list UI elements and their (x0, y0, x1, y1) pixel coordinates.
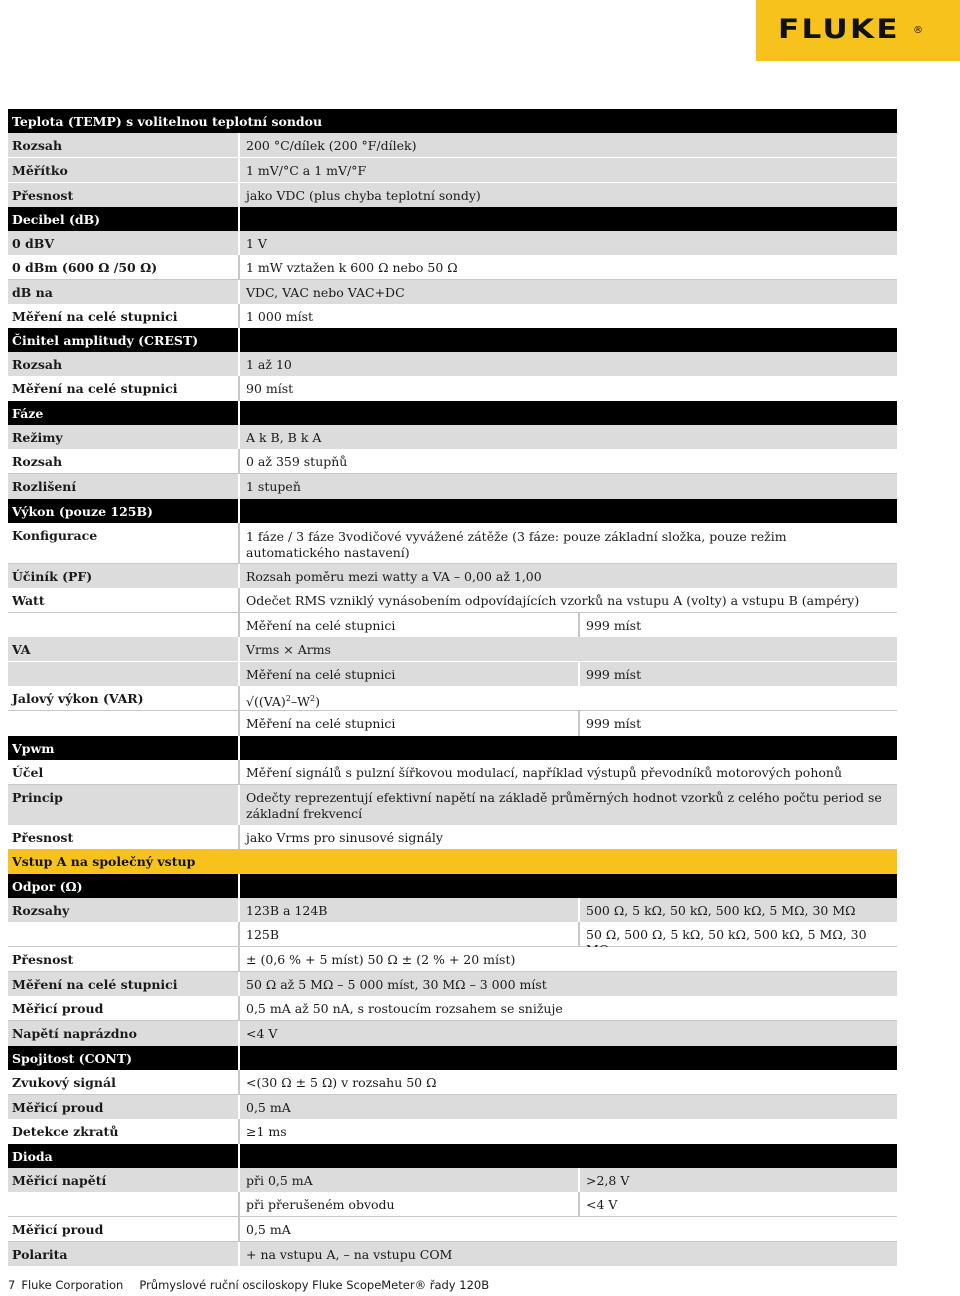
spec-value: Měření na celé stupnici (240, 613, 580, 637)
spec-value: 1 fáze / 3 fáze 3vodičové vyvážené zátěže (3 fáze: pouze základní složka, pouze režim automatického nastavení) (246, 529, 787, 560)
spec-label: Měřítko (8, 158, 240, 182)
spec-label: Zvukový signál (8, 1070, 240, 1094)
footer-doc-title: Průmyslové ruční osciloskopy Fluke ScopeMeter® řady 120B (139, 1278, 490, 1292)
spec-value: <4 V (246, 1026, 278, 1041)
spec-label: Jalový výkon (VAR) (8, 686, 240, 710)
spec-label: Účiník (PF) (8, 564, 240, 588)
section-title: Vpwm (8, 736, 240, 760)
logo-registered-mark: ® (913, 25, 923, 36)
spec-label: Přesnost (8, 183, 240, 207)
spec-value: při 0,5 mA (240, 1168, 580, 1192)
spec-row (8, 280, 897, 304)
spec-row (8, 760, 897, 785)
spec-row (8, 613, 897, 637)
spec-value: A k B, B k A (246, 430, 322, 445)
spec-row (8, 1095, 897, 1119)
spec-row (8, 1242, 897, 1266)
spec-label: Přesnost (8, 825, 240, 849)
spec-row (8, 972, 897, 996)
spec-row (8, 588, 897, 613)
spec-label: Detekce zkratů (8, 1119, 240, 1144)
spec-label: Měřicí napětí (8, 1168, 240, 1192)
spec-value: 1 V (246, 236, 267, 251)
footer-company: Fluke Corporation (21, 1278, 124, 1292)
formula-superscript: 2 (310, 694, 316, 703)
spec-value: 50 Ω až 5 MΩ – 5 000 míst, 30 MΩ – 3 000 míst (246, 977, 547, 992)
spec-value: 999 míst (586, 716, 642, 731)
section-header-ohm (8, 874, 897, 898)
spec-value: 123B a 124B (240, 898, 580, 922)
spec-value: 500 Ω, 5 kΩ, 50 kΩ, 500 kΩ, 5 MΩ, 30 MΩ (586, 903, 856, 918)
spec-label-empty (8, 613, 240, 637)
spec-label: Účel (8, 760, 240, 784)
formula-part: √((VA) (246, 694, 286, 710)
spec-row (8, 182, 897, 207)
spec-row (8, 523, 897, 564)
spec-row (8, 1070, 897, 1095)
spec-value: Odečty reprezentují efektivní napětí na základě průměrných hodnot vzorků z celého počtu period se základní frekvencí (246, 790, 882, 821)
spec-value: 200 °C/dílek (200 °F/dílek) (246, 138, 417, 153)
section-header-power (8, 499, 897, 523)
spec-value: 999 míst (586, 618, 642, 633)
spec-row (8, 133, 897, 157)
spec-row (8, 825, 897, 849)
section-header-input-a (8, 849, 897, 874)
section-title: Dioda (8, 1144, 240, 1168)
spec-value: 1 mW vztažen k 600 Ω nebo 50 Ω (246, 260, 458, 275)
spec-row (8, 922, 897, 947)
section-title: Výkon (pouze 125B) (8, 499, 240, 523)
spec-value: 90 míst (246, 381, 294, 396)
section-title: Spojitost (CONT) (8, 1046, 240, 1070)
spec-label-empty (8, 1192, 240, 1216)
spec-value: 1 až 10 (246, 357, 292, 372)
spec-row (8, 1217, 897, 1242)
spec-row (8, 449, 897, 474)
section-header-db (8, 207, 897, 231)
spec-row (8, 1192, 897, 1217)
section-header-temp (8, 109, 897, 133)
section-title: Činitel amplitudy (CREST) (8, 328, 240, 352)
spec-value: ± (0,6 % + 5 míst) 50 Ω ± (2 % + 20 míst) (246, 952, 516, 967)
spec-value: Rozsah poměru mezi watty a VA – 0,00 až 1,00 (246, 569, 542, 584)
spec-value: 999 míst (586, 667, 642, 682)
spec-label: Rozsahy (8, 898, 240, 922)
spec-row (8, 661, 897, 686)
spec-row (8, 1119, 897, 1144)
spec-value-formula (240, 686, 897, 710)
spec-value: 0,5 mA (246, 1100, 291, 1115)
spec-value: VDC, VAC nebo VAC+DC (246, 285, 405, 300)
spec-row (8, 898, 897, 922)
spec-row (8, 711, 897, 736)
spec-value: 0,5 mA (246, 1222, 291, 1237)
spec-row (8, 352, 897, 376)
spec-label: Napětí naprázdno (8, 1021, 240, 1046)
section-header-phase (8, 401, 897, 425)
spec-value: <(30 Ω ± 5 Ω) v rozsahu 50 Ω (246, 1075, 437, 1090)
spec-label-empty (8, 662, 240, 686)
spec-value: >2,8 V (586, 1173, 630, 1188)
spec-value: 0 až 359 stupňů (246, 454, 348, 469)
section-title: Teplota (TEMP) s volitelnou teplotní sondou (12, 114, 323, 129)
spec-row (8, 637, 897, 661)
spec-row (8, 785, 897, 825)
logo-text: FLUKE (778, 14, 900, 45)
spec-value: Měření signálů s pulzní šířkovou modulací, například výstupů převodníků motorových pohonů (246, 765, 843, 780)
section-title: Vstup A na společný vstup (12, 854, 196, 869)
spec-label: Princip (8, 785, 240, 825)
spec-label: Měření na celé stupnici (8, 304, 240, 328)
spec-value: Odečet RMS vzniklý vynásobením odpovídajících vzorků na vstupu A (volty) a vstupu B (ampéry) (246, 593, 860, 608)
spec-label: Měřicí proud (8, 1095, 240, 1119)
spec-value: při přerušeném obvodu (240, 1192, 580, 1216)
spec-row (8, 1021, 897, 1046)
spec-label-empty (8, 922, 240, 946)
formula-superscript: 2 (285, 694, 291, 703)
section-title: Fáze (8, 401, 240, 425)
spec-value: 1 mV/°C a 1 mV/°F (246, 163, 367, 178)
spec-value: <4 V (586, 1197, 618, 1212)
spec-label-empty (8, 711, 240, 736)
spec-row (8, 564, 897, 588)
spec-label: Přesnost (8, 947, 240, 971)
section-title: Odpor (Ω) (8, 874, 240, 898)
spec-label: Polarita (8, 1242, 240, 1266)
fluke-logo (756, 0, 960, 61)
spec-value: jako Vrms pro sinusové signály (246, 830, 443, 845)
spec-row (8, 1168, 897, 1192)
spec-value: 125B (240, 922, 580, 946)
spec-row (8, 947, 897, 972)
page-number: 7 (8, 1278, 16, 1292)
spec-value: 1 000 míst (246, 309, 314, 324)
spec-label: Rozlišení (8, 474, 240, 499)
spec-value: Měření na celé stupnici (240, 662, 580, 686)
spec-row (8, 157, 897, 182)
spec-row (8, 304, 897, 328)
spec-label: Rozsah (8, 449, 240, 473)
spec-label: Měřicí proud (8, 996, 240, 1020)
spec-label: Rozsah (8, 352, 240, 376)
section-header-vpwm (8, 736, 897, 760)
spec-label: VA (8, 637, 240, 661)
spec-row (8, 686, 897, 711)
spec-row (8, 474, 897, 499)
spec-value: Měření na celé stupnici (240, 711, 580, 736)
section-title: Decibel (dB) (8, 207, 240, 231)
spec-value: 1 stupeň (246, 479, 301, 494)
spec-label: 0 dBV (8, 231, 240, 255)
spec-label: Režimy (8, 425, 240, 449)
section-header-cont (8, 1046, 897, 1070)
spec-label: Měřicí proud (8, 1217, 240, 1241)
spec-row (8, 231, 897, 255)
spec-value: jako VDC (plus chyba teplotní sondy) (246, 188, 481, 203)
spec-value: 50 Ω, 500 Ω, 5 kΩ, 50 kΩ, 500 kΩ, 5 MΩ, 30 (586, 927, 867, 942)
spec-value: 0,5 mA až 50 nA, s rostoucím rozsahem se snižuje (246, 1001, 563, 1016)
spec-label: Měření na celé stupnici (8, 376, 240, 401)
spec-label: Rozsah (8, 133, 240, 157)
spec-table (8, 109, 897, 1266)
spec-label: Měření na celé stupnici (8, 972, 240, 996)
formula-part: ) (315, 694, 320, 710)
section-header-crest (8, 328, 897, 352)
spec-row (8, 425, 897, 449)
section-header-diode (8, 1144, 897, 1168)
spec-value: Vrms × Arms (246, 642, 331, 657)
page-footer (8, 1278, 505, 1292)
formula-part: –W (290, 694, 311, 710)
spec-row (8, 376, 897, 401)
spec-label: Konfigurace (8, 523, 240, 563)
spec-row (8, 255, 897, 280)
spec-value: ≥1 ms (246, 1124, 287, 1139)
spec-row (8, 996, 897, 1021)
spec-label: Watt (8, 588, 240, 612)
spec-label: 0 dBm (600 Ω /50 Ω) (8, 255, 240, 279)
spec-value: + na vstupu A, – na vstupu COM (246, 1247, 453, 1262)
spec-label: dB na (8, 280, 240, 304)
